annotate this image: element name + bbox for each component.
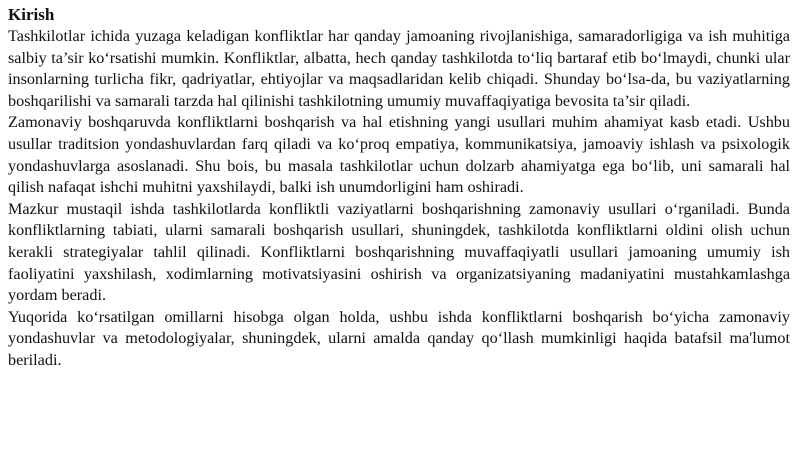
paragraph-2: Zamonaviy boshqaruvda konfliktlarni boshqarish va hal etishning yangi usullari muhim ahamiyat kasb etadi. Ushbu usullar traditsion yondashuvlardan farq qiladi va ko‘proq empatiya, kommunikatsiya, jamoaviy ishlash va psixologik yondashuvlarga asoslanadi. Shu bois, bu masala tashkilotlar uchun dolzarb ahamiyatga ega bo‘lib, uni samarali hal qilish nafaqat ishchi muhitni yaxshilaydi, balki ish unumdorligini ham oshiradi. xyxy=(8,113,790,197)
section-heading: Kirish xyxy=(8,5,55,24)
paragraph-4: Yuqorida ko‘rsatilgan omillarni hisobga olgan holda, ushbu ishda konfliktlarni boshqarish bo‘yicha zamonaviy yondashuvlar va metodologiyalar, shuningdek, ularni amalda qanday qo‘llash mumkinligi haqida batafsil ma'lumot beriladi. xyxy=(8,307,790,369)
paragraph-3: Mazkur mustaqil ishda tashkilotlarda konfliktli vaziyatlarni boshqarishning zamonaviy usullari o‘rganiladi. Bunda konfliktlarning tabiati, ularni samarali boshqarish usullari, shuningdek, tashkilotda konfliktlarni oldini olish uchun kerakli strategiyalar tahlil qilinadi. Konfliktlarni boshqarishning muvaffaqiyatli usullari jamoaning umumiy ish faoliyatini yaxshilash, xodimlarning motivatsiyasini oshirish va organizatsiyaning madaniyatini mustahkamlashga yordam beradi. xyxy=(8,199,790,305)
paragraph-1: Tashkilotlar ichida yuzaga keladigan konfliktlar har qanday jamoaning rivojlanishiga, samaradorligiga va ish muhitiga salbiy ta’sir ko‘rsatishi mumkin. Konfliktlar, albatta, hech qanday tashkilotda to‘liq bartaraf etib bo‘lmaydi, chunki ular insonlarning turlicha fikr, qadriyatlar, ehtiyojlar va maqsadlaridan kelib chiqadi. Shunday bo‘lsa-da, bu vaziyatlarning boshqarilishi va samarali tarzda hal qilinishi tashkilotning umumiy muvaffaqiyatiga bevosita ta’sir qiladi. xyxy=(8,27,790,110)
